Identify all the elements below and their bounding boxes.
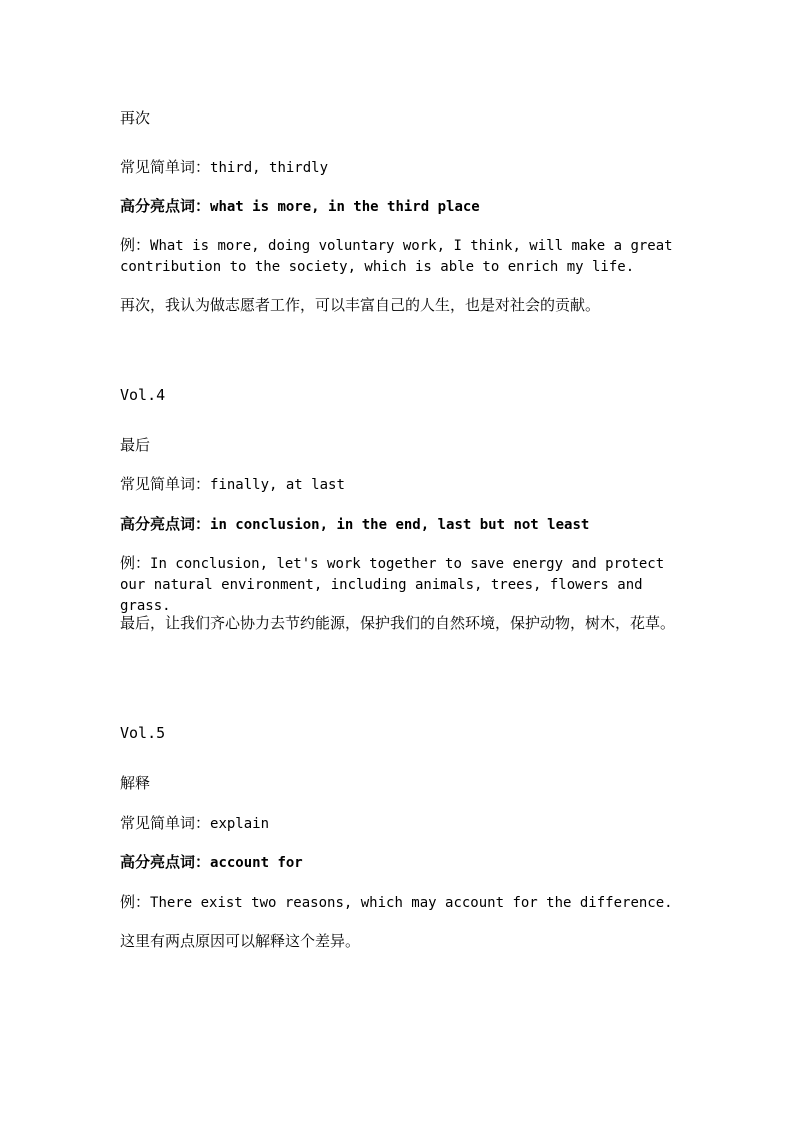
common-words-label: 常见简单词： [120, 814, 211, 832]
advanced-words-label: 高分亮点词： [120, 853, 211, 871]
common-words-text: third, thirdly [210, 160, 329, 176]
example-line [120, 553, 680, 617]
advanced-words-label: 高分亮点词： [120, 515, 211, 533]
example-text: In conclusion, let's work together to save energy and protect our natural environment, including animals, trees, flowers and grass. [120, 556, 673, 614]
common-words-line [120, 474, 680, 496]
common-words-text: finally, at last [210, 477, 345, 493]
common-words-label: 常见简单词： [120, 475, 211, 493]
example-line [120, 892, 680, 914]
common-words-label: 常见简单词： [120, 158, 211, 176]
advanced-words-label: 高分亮点词： [120, 197, 211, 215]
translation-text: 最后，让我们齐心协力去节约能源，保护我们的自然环境，保护动物，树木，花草。 [120, 614, 676, 632]
common-words-line [120, 813, 680, 835]
example-line [120, 235, 680, 278]
example-text: What is more, doing voluntary work, I think, will make a great contribution to the society, which is able to enrich my life. [120, 238, 682, 275]
example-label: 例： [120, 236, 151, 254]
advanced-words-line [120, 514, 680, 536]
advanced-words-line [120, 852, 680, 874]
section-heading: 再次 [120, 109, 151, 127]
advanced-words-text: what is more, in the third place [210, 199, 480, 215]
example-text: There exist two reasons, which may account for the difference. [150, 895, 673, 911]
example-label: 例： [120, 554, 151, 572]
translation-text: 再次，我认为做志愿者工作，可以丰富自己的人生，也是对社会的贡献。 [120, 296, 601, 314]
section-heading: 最后 [120, 436, 151, 454]
vol-title: Vol.5 [120, 724, 166, 742]
translation-text: 这里有两点原因可以解释这个差异。 [120, 932, 361, 950]
advanced-words-text: account for [210, 855, 303, 871]
section-heading: 解释 [120, 774, 151, 792]
common-words-line [120, 157, 680, 179]
vol-title: Vol.4 [120, 386, 166, 404]
advanced-words-text: in conclusion, in the end, last but not least [210, 517, 590, 533]
common-words-text: explain [210, 816, 270, 832]
example-label: 例： [120, 893, 151, 911]
advanced-words-line [120, 196, 680, 218]
